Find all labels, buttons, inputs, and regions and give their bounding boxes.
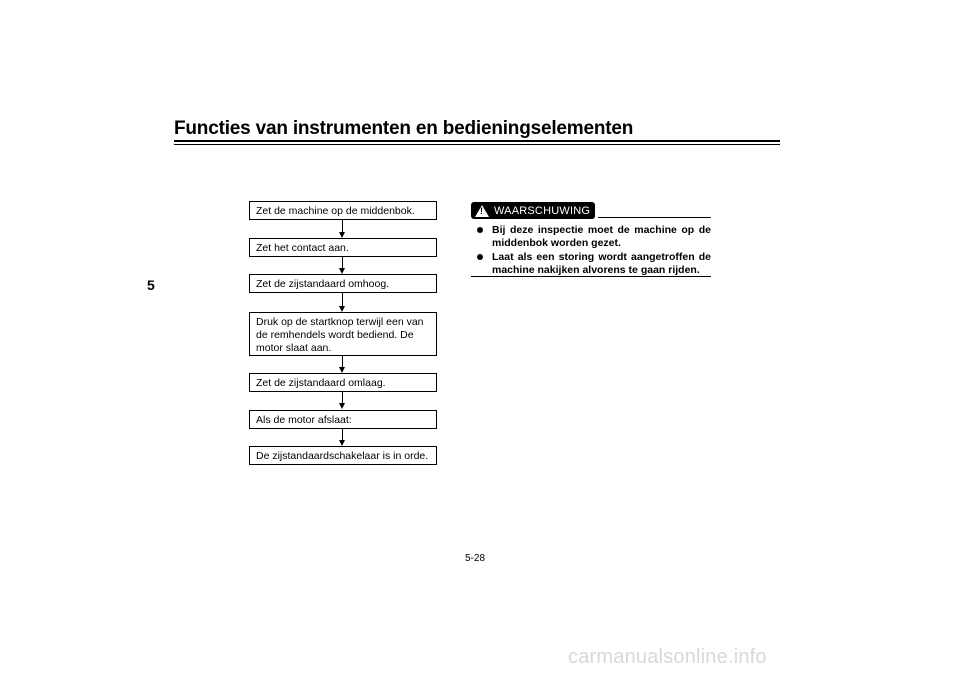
flowchart-step-6: Als de motor afslaat: — [249, 410, 437, 429]
flowchart-step-1: Zet de machine op de middenbok. — [249, 201, 437, 220]
warning-list — [471, 224, 711, 278]
warning-triangle-icon — [475, 205, 489, 217]
warning-item-text: Laat als een storing wordt aangetroffen de machine nakijken alvorens te gaan rijden. — [492, 251, 711, 276]
flowchart-step-2: Zet het contact aan. — [249, 238, 437, 257]
page-number: 5-28 — [465, 553, 486, 564]
watermark: carmanualsonline.info — [568, 646, 767, 668]
warning-badge — [471, 202, 595, 219]
warning-label: WAARSCHUWING — [494, 204, 591, 217]
warning-item-text: Bij deze inspectie moet de machine op de middenbok worden gezet. — [492, 224, 711, 249]
warning-rule-top — [598, 217, 711, 218]
flowchart-step-5: Zet de zijstandaard omlaag. — [249, 373, 437, 392]
page-title: Functies van instrumenten en bedieningselementen — [174, 118, 634, 139]
title-rule-thin — [174, 144, 780, 145]
arrow-down-icon — [339, 403, 345, 409]
chapter-tab: 5 — [147, 277, 155, 293]
warning-rule-bottom — [471, 276, 711, 277]
flowchart-step-3: Zet de zijstandaard omhoog. — [249, 274, 437, 293]
flowchart-step-7: De zijstandaardschakelaar is in orde. — [249, 446, 437, 465]
flowchart-step-4: Druk op de startknop terwijl een van de remhendels wordt bediend. De motor slaat aan. — [249, 312, 437, 356]
title-rule — [174, 140, 780, 142]
warning-item — [471, 251, 711, 277]
warning-item — [471, 224, 711, 250]
bullet-icon — [477, 227, 483, 233]
bullet-icon — [477, 254, 483, 260]
